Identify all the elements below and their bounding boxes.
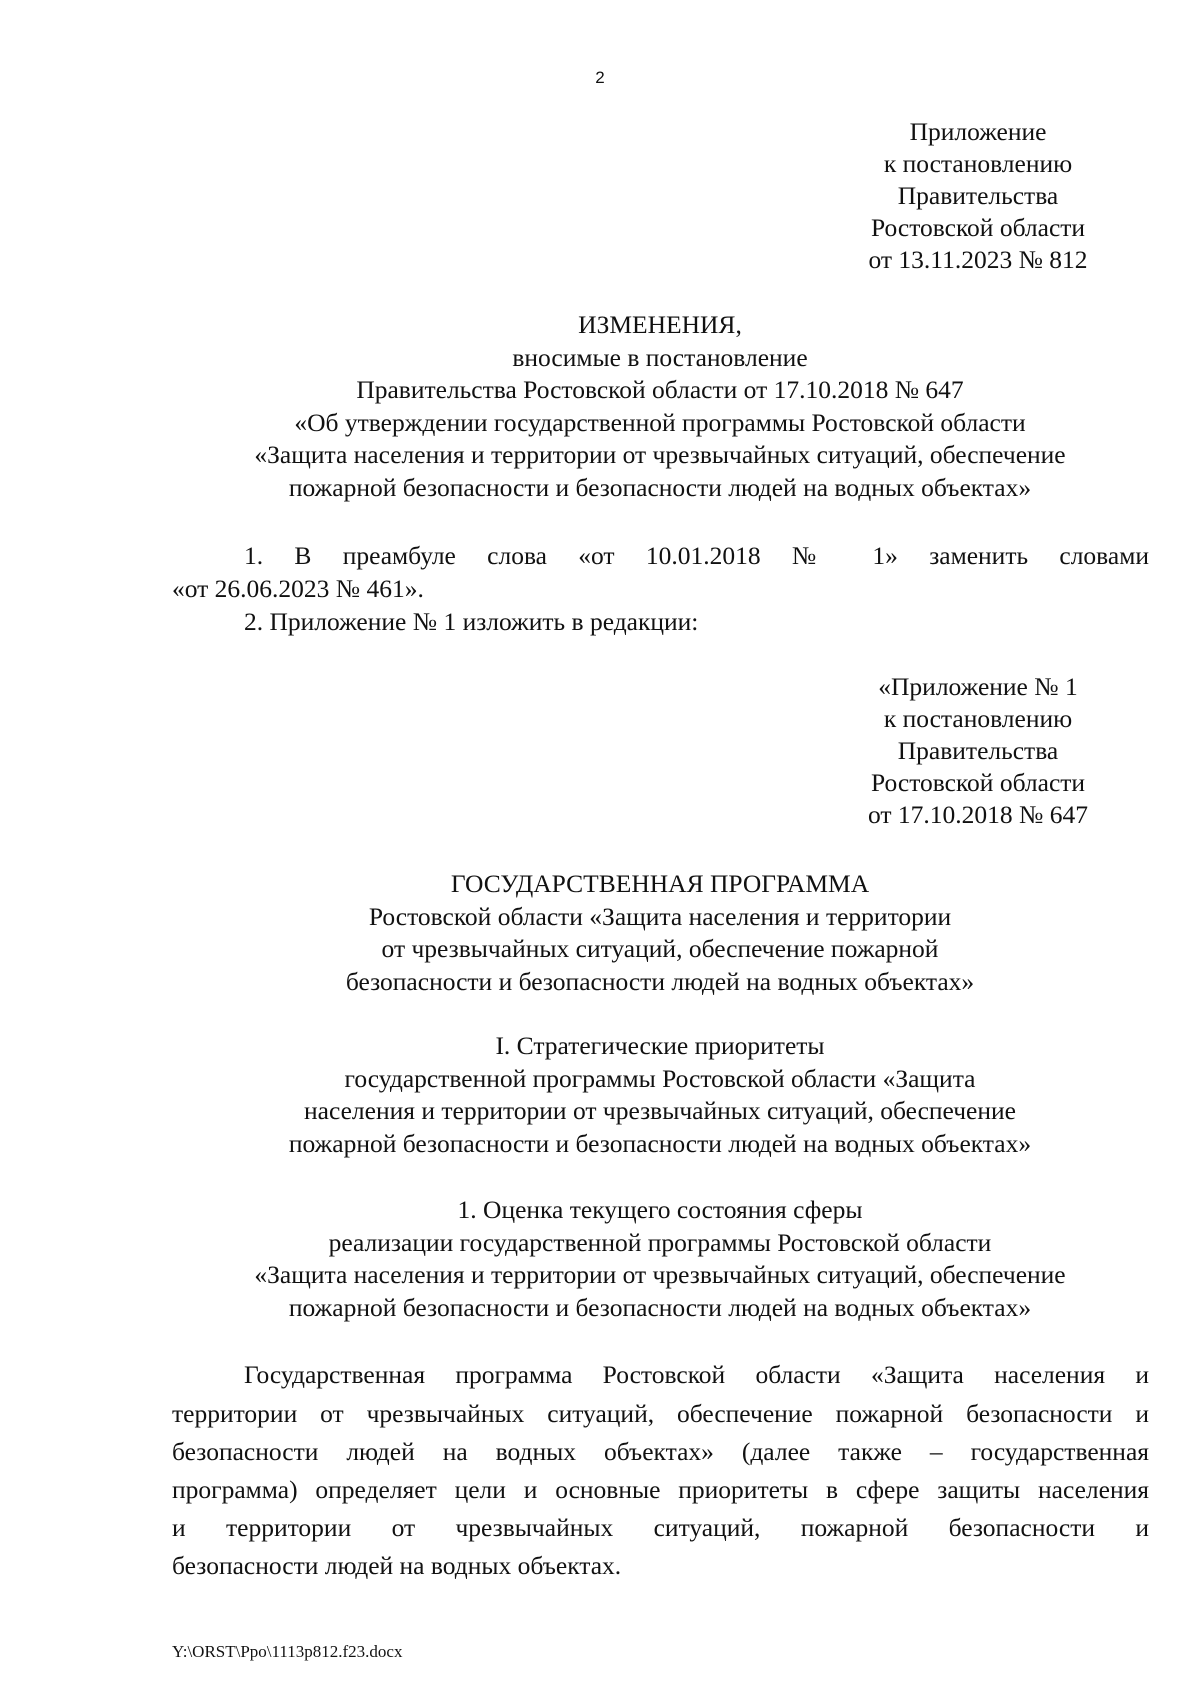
body-paragraph-line: безопасности людей на водных объектах» (далее также – государственная	[172, 1437, 1149, 1466]
approval-line: Правительства	[897, 181, 1059, 210]
subsection-title-line: реализации государственной программы Ростовской области	[328, 1227, 992, 1257]
changes-title-line: ИЗМЕНЕНИЯ,	[578, 310, 742, 339]
program-title-line: ГОСУДАРСТВЕННАЯ ПРОГРАММА	[450, 869, 870, 898]
program-title-line: безопасности и безопасности людей на водных объектах»	[345, 966, 975, 996]
appendix-block	[828, 671, 1128, 831]
approval-block	[828, 116, 1128, 276]
approval-line: Ростовской области	[870, 213, 1086, 242]
changes-title-line: «Защита населения и территории от чрезвычайных ситуаций, обеспечение	[254, 440, 1066, 469]
item-2-line: 2. Приложение № 1 изложить в редакции:	[244, 607, 699, 636]
appendix-line: к постановлению	[883, 704, 1073, 733]
approval-line: к постановлению	[883, 149, 1073, 178]
body-paragraph-line: Государственная программа Ростовской области «Защита населения и	[244, 1360, 1149, 1389]
approval-line: Приложение	[909, 117, 1047, 146]
subsection-title-line: пожарной безопасности и безопасности людей на водных объектах»	[288, 1292, 1032, 1322]
body-paragraph-line: и территории от чрезвычайных ситуаций, пожарной безопасности и	[172, 1513, 1149, 1542]
section-title-line: государственной программы Ростовской области «Защита	[344, 1063, 976, 1093]
section-1-title	[168, 1030, 1152, 1160]
changes-title	[168, 309, 1152, 504]
item-1-line: 1. В преамбуле слова «от 10.01.2018 № 1» заменить словами	[244, 541, 1149, 570]
changes-title-line: вносимые в постановление	[512, 342, 808, 372]
changes-title-line: пожарной безопасности и безопасности людей на водных объектах»	[288, 472, 1032, 502]
appendix-line: от 17.10.2018 № 647	[867, 800, 1088, 829]
item-1-line: «от 26.06.2023 № 461».	[172, 574, 424, 603]
page-number: 2	[595, 68, 605, 87]
section-title-line: пожарной безопасности и безопасности людей на водных объектах»	[288, 1128, 1032, 1158]
subsection-1-title	[168, 1194, 1152, 1324]
section-title-line: I. Стратегические приоритеты	[495, 1031, 825, 1060]
appendix-line: Правительства	[897, 736, 1059, 765]
subsection-title-line: 1. Оценка текущего состояния сферы	[457, 1195, 863, 1224]
subsection-title-line: «Защита населения и территории от чрезвычайных ситуаций, обеспечение	[254, 1260, 1066, 1289]
appendix-line: Ростовской области	[870, 768, 1086, 797]
footer-file-path: Y:\ORST\Ppo\1113p812.f23.docx	[172, 1642, 403, 1661]
approval-line: от 13.11.2023 № 812	[868, 245, 1088, 274]
program-title	[168, 868, 1152, 998]
section-title-line: населения и территории от чрезвычайных ситуаций, обеспечение	[304, 1096, 1016, 1125]
appendix-line: «Приложение № 1	[878, 672, 1078, 701]
body-paragraph-line: безопасности людей на водных объектах.	[172, 1551, 622, 1580]
body-paragraph-line: программа) определяет цели и основные приоритеты в сфере защиты населения	[172, 1475, 1149, 1504]
program-title-line: от чрезвычайных ситуаций, обеспечение пожарной	[381, 934, 939, 963]
changes-title-line: Правительства Ростовской области от 17.10.2018 № 647	[356, 375, 964, 404]
changes-title-line: «Об утверждении государственной программы Ростовской области	[294, 407, 1026, 437]
body-paragraph-line: территории от чрезвычайных ситуаций, обеспечение пожарной безопасности и	[172, 1399, 1149, 1428]
program-title-line: Ростовской области «Защита населения и территории	[368, 901, 952, 931]
